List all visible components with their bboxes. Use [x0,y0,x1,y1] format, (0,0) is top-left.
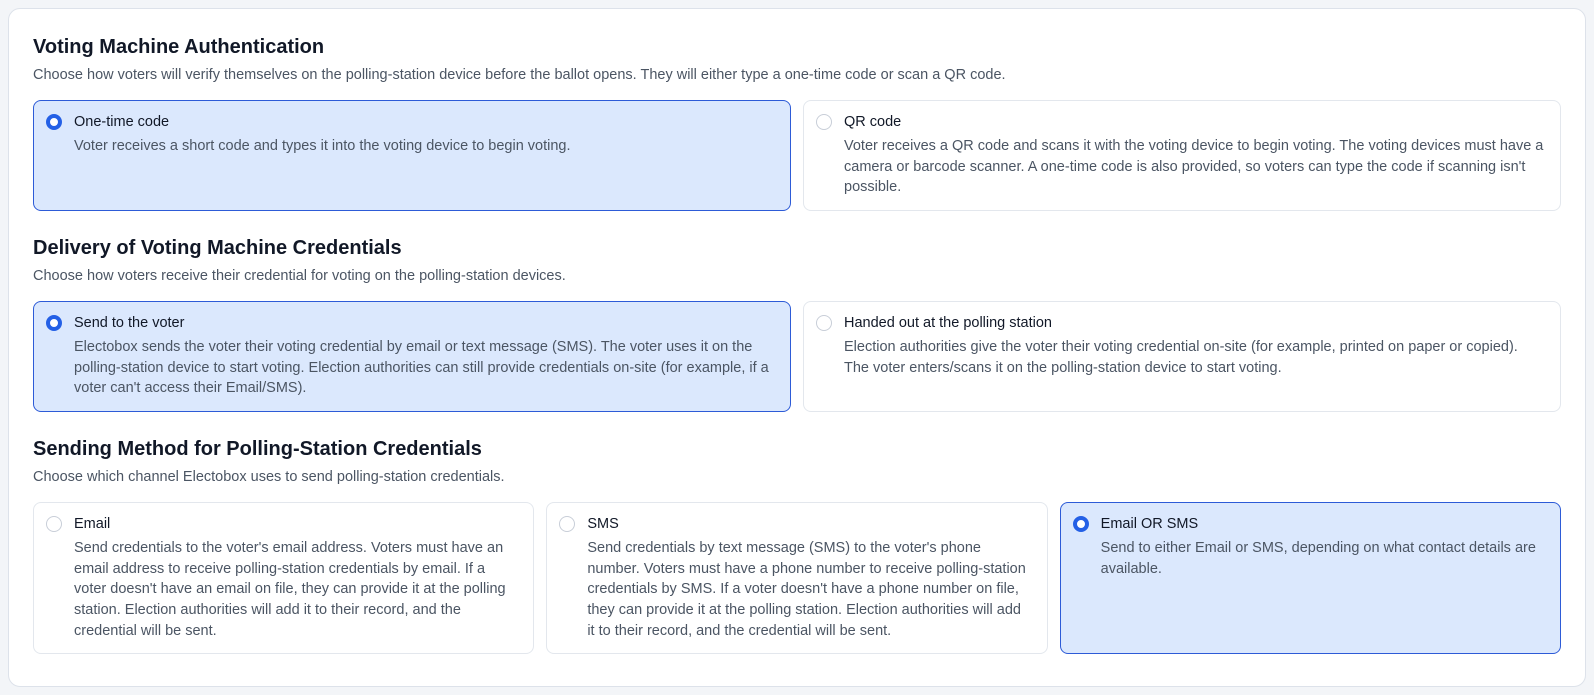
option-description: Electobox sends the voter their voting credential by email or text message (SMS). The voter uses it on the polling-station device to start voting. Election authorities can still provide credentials on-site (for example, if a voter can't access their Email/SMS). [74,339,769,397]
radio-button[interactable] [1073,516,1089,532]
section-description: Choose which channel Electobox uses to send polling-station credentials. [33,469,505,485]
option-description: Send credentials by text message (SMS) to the voter's phone number. Voters must have a phone number to receive polling-station credentials by SMS. If a voter doesn't have a phone number on file, they can provide it at the polling station. Election authorities will add it to their record, and the credential will be sent. [587,540,1026,639]
section-credential-delivery [33,235,1561,397]
option-description: Send credentials to the voter's email address. Voters must have an email address to receive polling-station credentials by email. If a voter doesn't have an email on file, they can provide it at the polling station. Election authorities will add it to their record, and the credential will be sent. [74,540,506,639]
option-qr-code[interactable] [803,100,1561,211]
radio-button[interactable] [46,315,62,331]
radio-group-sending-method [33,502,1561,654]
option-sms[interactable] [546,502,1047,654]
option-title: SMS [587,516,619,532]
option-description: Election authorities give the voter their voting credential on-site (for example, printed on paper or copied). The voter enters/scans it on the polling-station device to start voting. [844,339,1518,376]
option-description: Voter receives a QR code and scans it with the voting device to begin voting. The voting devices must have a camera or barcode scanner. A one-time code is also provided, so voters can type the code if scanning isn't possible. [844,138,1544,196]
option-description: Voter receives a short code and types it into the voting device to begin voting. [74,138,571,154]
radio-group-authentication [33,100,1561,211]
radio-button[interactable] [46,114,62,130]
option-title: Email OR SMS [1100,516,1199,532]
option-title: QR code [844,114,902,130]
option-title: One-time code [74,114,170,130]
option-title: Send to the voter [74,315,185,331]
option-handed-out[interactable] [803,301,1561,412]
radio-button[interactable] [559,516,575,532]
option-title: Handed out at the polling station [844,315,1052,331]
settings-panel [8,8,1586,687]
option-title: Email [74,516,111,532]
option-one-time-code[interactable] [33,100,791,211]
section-title: Sending Method for Polling-Station Credentials [33,438,482,460]
radio-button[interactable] [816,114,832,130]
option-email-or-sms[interactable] [1060,502,1561,654]
radio-button[interactable] [816,315,832,331]
section-voting-machine-authentication [33,34,1561,196]
section-description: Choose how voters will verify themselves on the polling-station device before the ballot opens. They will either type a one-time code or scan a QR code. [33,67,1006,83]
section-title: Voting Machine Authentication [33,36,325,58]
option-email[interactable] [33,502,534,654]
section-title: Delivery of Voting Machine Credentials [33,237,402,259]
option-send-to-voter[interactable] [33,301,791,412]
section-sending-method [33,436,1561,639]
radio-button[interactable] [46,516,62,532]
section-description: Choose how voters receive their credential for voting on the polling-station devices. [33,268,566,284]
radio-group-delivery [33,301,1561,412]
option-description: Send to either Email or SMS, depending on what contact details are available. [1100,540,1536,577]
